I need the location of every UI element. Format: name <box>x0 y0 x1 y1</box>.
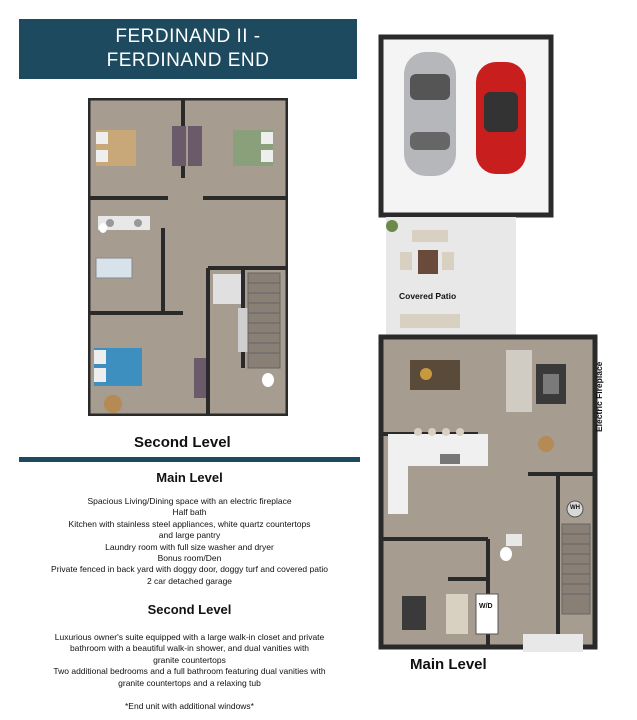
feature-line: Private fenced in back yard with doggy door, doggy turf and covered patio <box>51 564 328 575</box>
feature-line: granite countertops <box>153 654 226 665</box>
second-level-label: Second Level <box>134 434 231 451</box>
washer-dryer-label: W/D <box>479 603 493 610</box>
car-silver-icon <box>404 52 456 176</box>
bed-icon <box>96 130 136 166</box>
feature-line: Kitchen with stainless steel appliances, white quartz countertops <box>68 518 311 529</box>
second-level-floor-plan <box>88 98 288 416</box>
car-red-icon <box>476 62 526 174</box>
bed-icon <box>233 130 273 166</box>
second-level-features <box>19 632 360 689</box>
main-level-label: Main Level <box>410 656 487 673</box>
title-banner <box>19 19 357 79</box>
feature-line: Two additional bedrooms and a full bathroom featuring dual vanities with <box>53 666 326 677</box>
second-level-heading: Second Level <box>147 602 232 617</box>
water-heater-label: WH <box>570 505 580 511</box>
title-line-2: FERDINAND END <box>106 50 270 71</box>
title-line-1: FERDINAND II - <box>115 26 261 47</box>
feature-line: Luxurious owner's suite equipped with a large walk-in closet and private <box>54 632 325 642</box>
feature-line: 2 car detached garage <box>146 575 233 586</box>
bed-icon <box>94 348 142 386</box>
electric-fireplace-label: Electric Fireplace <box>594 361 604 432</box>
feature-line: bathroom with a beautiful walk-in shower, and dual vanities with <box>69 643 310 654</box>
feature-line: Bonus room/Den <box>157 553 222 564</box>
feature-line: and large pantry <box>158 530 221 541</box>
covered-patio-label: Covered Patio <box>399 291 457 301</box>
main-level-floor-plan <box>378 34 602 654</box>
feature-line: Half bath <box>172 507 207 518</box>
feature-line: Spacious Living/Dining space with an electric fireplace <box>87 496 292 506</box>
main-level-features <box>19 496 360 587</box>
divider-bar <box>19 457 360 462</box>
end-unit-footnote: *End unit with additional windows* <box>125 701 254 711</box>
feature-line: Laundry room with full size washer and dryer <box>105 541 274 552</box>
main-level-heading: Main Level <box>156 470 223 485</box>
feature-line: granite countertops and a relaxing tub <box>118 677 261 688</box>
washer-dryer <box>476 594 498 634</box>
